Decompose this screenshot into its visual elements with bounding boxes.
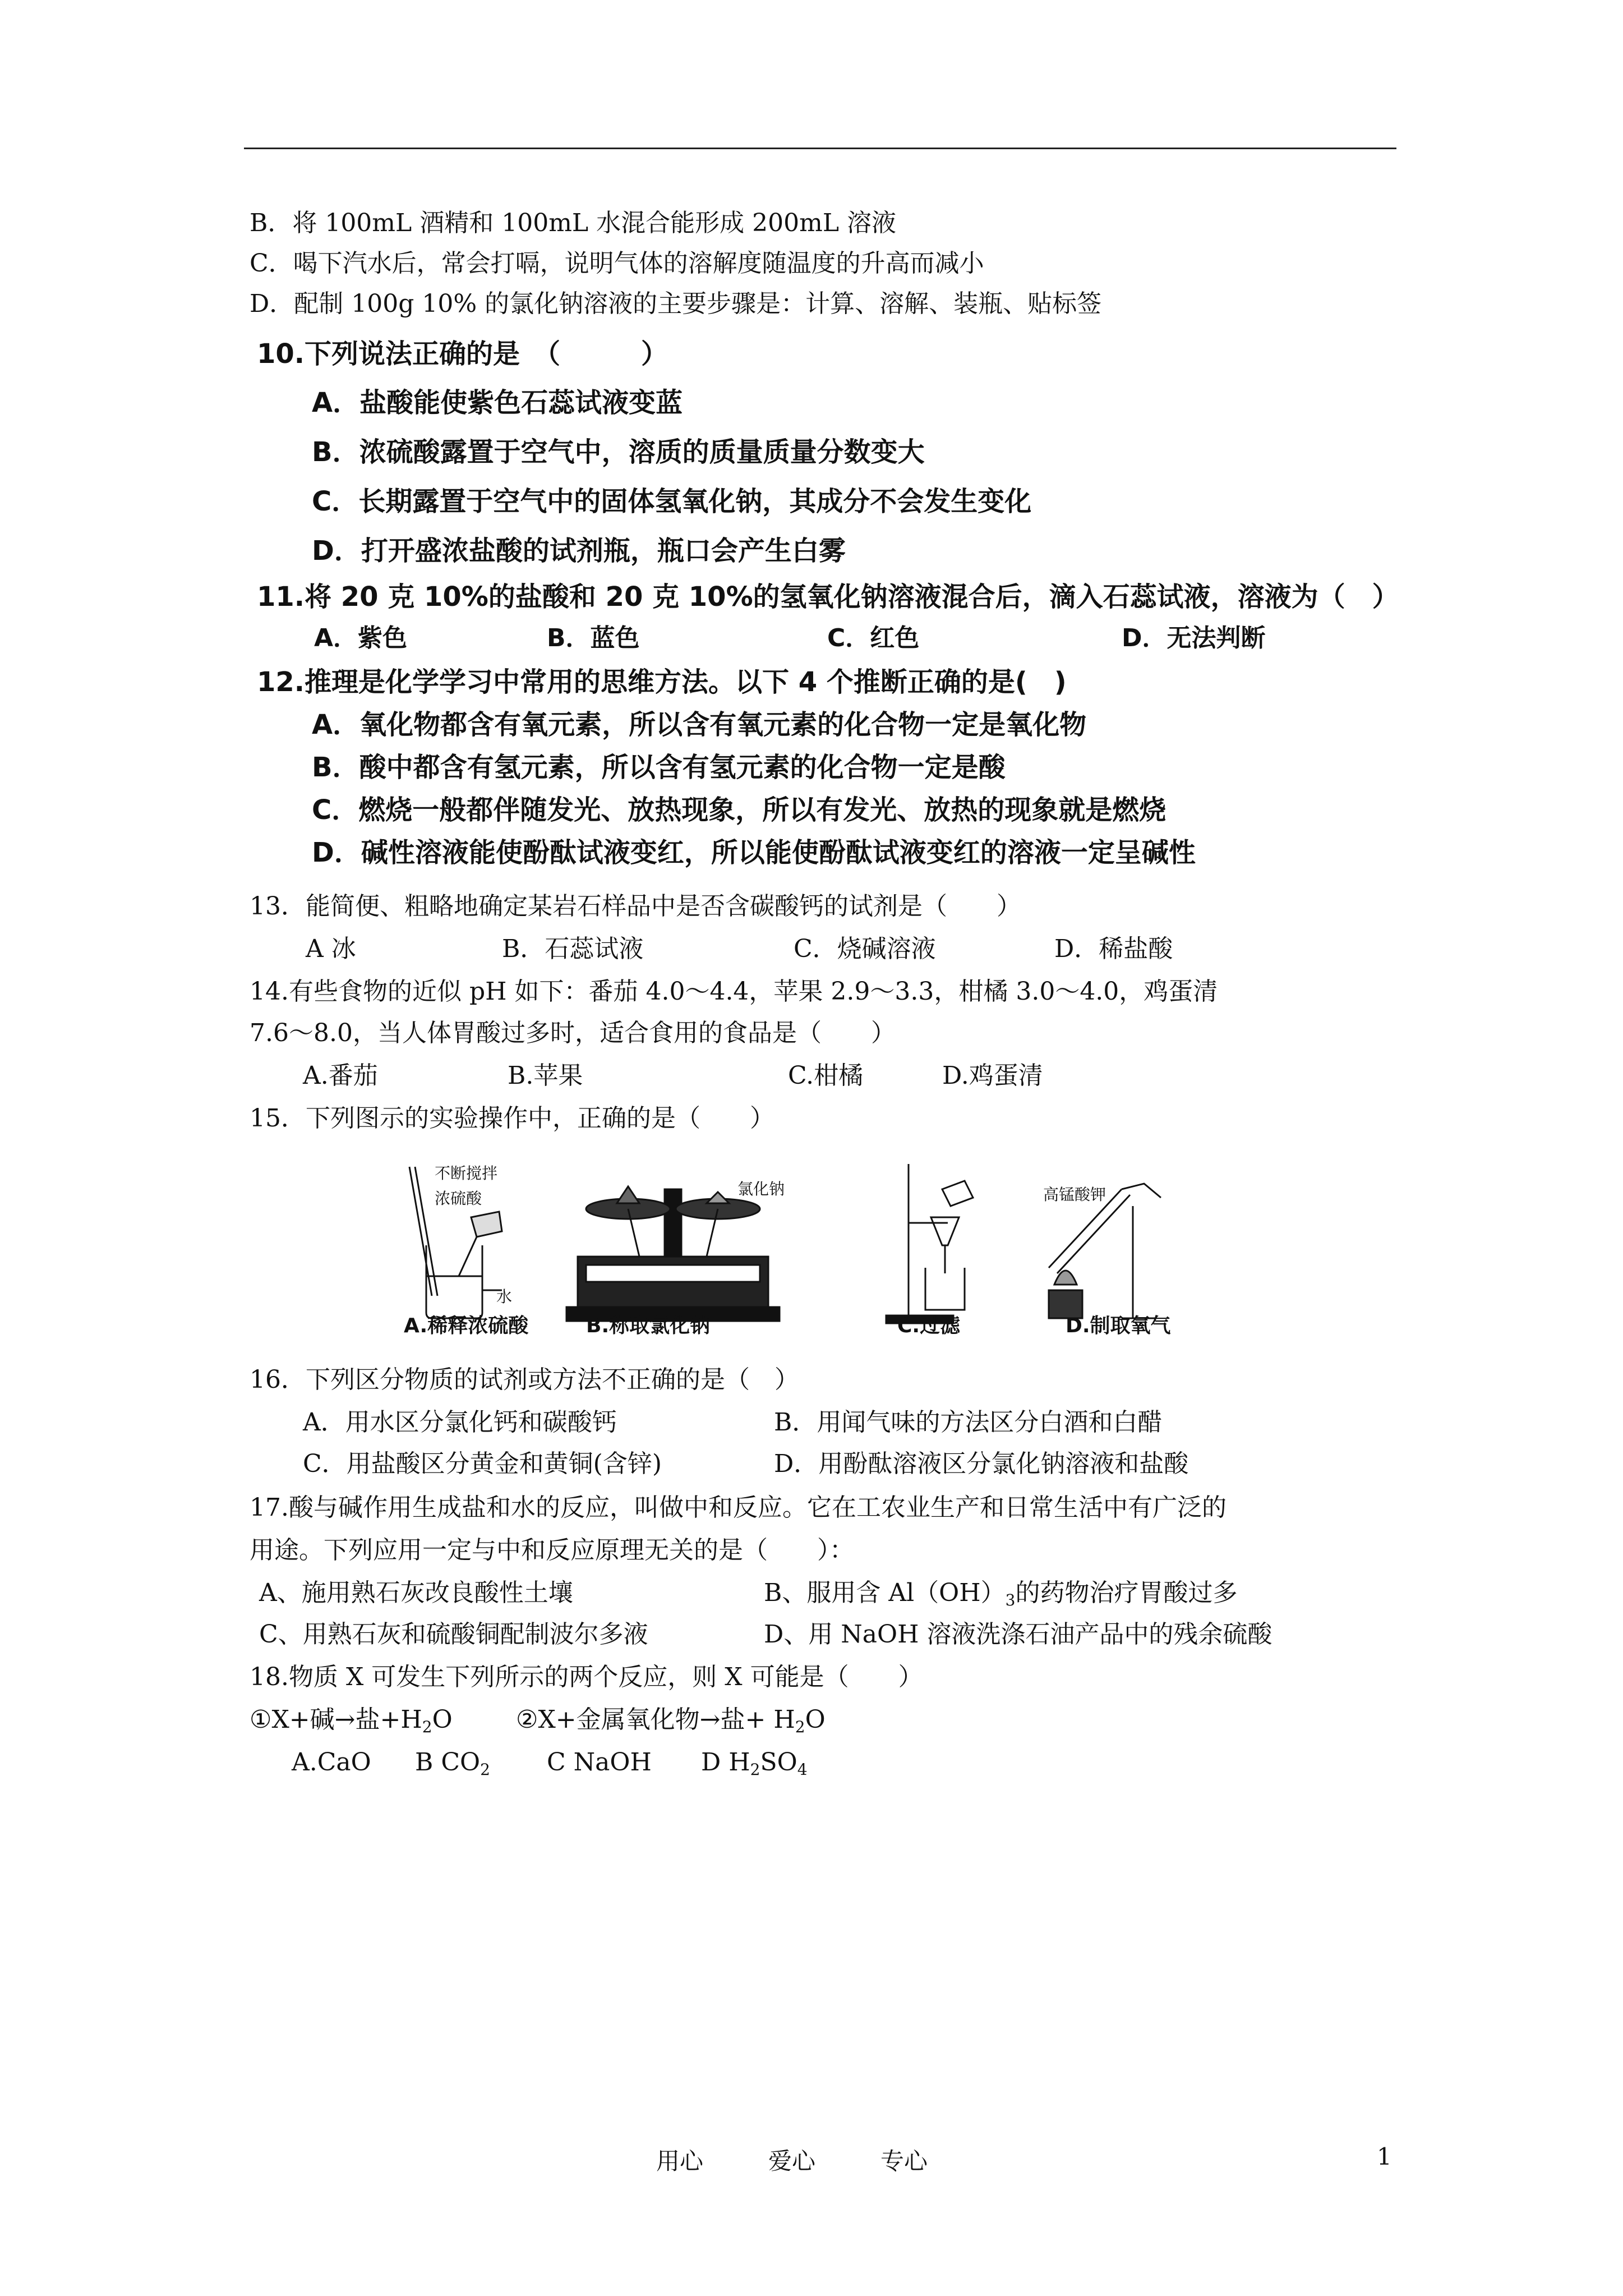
caption-b: B.称取氯化钠 (586, 1314, 711, 1337)
q18-option-a: A.CaO (292, 1748, 371, 1777)
q13-option-a: A 冰 (306, 935, 356, 963)
q9-option-c: C．喝下汽水后，常会打嗝，说明气体的溶解度随温度的升高而减小 (250, 249, 984, 278)
q10-stem: 10.下列说法正确的是 （ ） (257, 338, 668, 370)
q10-option-a: A．盐酸能使紫色石蕊试液变蓝 (312, 387, 683, 418)
q18-reaction-1: ①X+碱→盐$+H_2O$ (250, 1705, 453, 1736)
page-number: 1 (1377, 2143, 1392, 2170)
label-stir: 不断搅拌 (435, 1164, 498, 1182)
q14-option-c: C.柑橘 (788, 1061, 864, 1090)
q17-options-row2 (259, 1619, 1272, 1650)
label-water: 水 (496, 1287, 513, 1306)
q11-option-b: B．蓝色 (547, 624, 640, 652)
q17-option-b: B、服用含 $Al(OH)_3$的药物治疗胃酸过多 (764, 1579, 1238, 1609)
q12-stem: 12.推理是化学学习中常用的思维方法。以下 4 个推断正确的是( ) (257, 666, 1067, 698)
q10-option-d: D．打开盛浓盐酸的试剂瓶，瓶口会产生白雾 (312, 535, 846, 567)
q14-stem-line2: 7.6～8.0，当人体胃酸过多时，适合食用的食品是（ ） (250, 1019, 896, 1047)
q13-option-c: C．烧碱溶液 (794, 935, 936, 963)
q18-options (292, 1747, 808, 1778)
q18-reaction-2: ②X+金属氧化物→盐+ $H_2O$ (516, 1705, 826, 1736)
q17-option-c: C、用熟石灰和硫酸铜配制波尔多液 (259, 1620, 648, 1649)
caption-a: A.稀释浓硫酸 (404, 1314, 529, 1337)
q17-stem-line2: 用途。下列应用一定与中和反应原理无关的是（ ）： (250, 1536, 854, 1565)
q14-stem-line1: 14.有些食物的近似 pH 如下：番茄 4.0～4.4，苹果 2.9～3.3，柑橘 3.0～4.0，鸡蛋清 (250, 977, 1218, 1006)
label-conc-acid: 浓硫酸 (435, 1189, 482, 1208)
q13-options (306, 933, 1173, 965)
q11-option-a: A．紫色 (314, 624, 408, 652)
q10-option-b: B．浓硫酸露置于空气中，溶质的质量质量分数变大 (312, 436, 925, 468)
q9-option-b: B．将 100mL 酒精和 100mL 水混合能形成 200mL 溶液 (250, 209, 897, 237)
q11-options (314, 623, 1266, 654)
q15-stem: 15．下列图示的实验操作中，正确的是（ ） (250, 1104, 774, 1133)
q12-option-d: D．碱性溶液能使酚酞试液变红，所以能使酚酞试液变红的溶液一定呈碱性 (312, 837, 1196, 868)
q14-options (303, 1060, 1043, 1092)
q16-option-a: A．用水区分氯化钙和碳酸钙 (303, 1408, 617, 1437)
q17-option-a: A、施用熟石灰改良酸性土壤 (259, 1579, 573, 1607)
q18-option-c: C NaOH (547, 1748, 652, 1777)
balance-illustration (566, 1186, 780, 1321)
q16-option-b: B．用闻气味的方法区分白酒和白醋 (774, 1408, 1163, 1437)
q12-option-c: C．燃烧一般都伴随发光、放热现象，所以有发光、放热的现象就是燃烧 (312, 794, 1166, 826)
q17-option-d: D、用 NaOH 溶液洗涤石油产品中的残余硫酸 (764, 1620, 1272, 1649)
caption-d: D.制取氧气 (1066, 1314, 1171, 1337)
q16-option-c: C．用盐酸区分黄金和黄铜(含锌) (303, 1450, 662, 1478)
q13-option-d: D．稀盐酸 (1054, 935, 1173, 963)
q18-stem: 18.物质 X 可发生下列所示的两个反应，则 X 可能是（ ） (250, 1663, 923, 1691)
q18-option-d: D $H_2SO_4$ (701, 1748, 808, 1779)
footer-motto-1: 用心 (656, 2147, 704, 2175)
q11-option-c: C．红色 (827, 624, 920, 652)
footer-motto-2: 爱心 (768, 2147, 816, 2175)
q13-stem: 13．能简便、粗略地确定某岩石样品中是否含碳酸钙的试剂是（ ） (250, 892, 1021, 921)
label-kmno4: 高锰酸钾 (1043, 1185, 1106, 1204)
q14-option-d: D.鸡蛋清 (942, 1061, 1043, 1090)
label-nacl: 氯化钠 (737, 1180, 785, 1198)
q18-reactions (250, 1704, 826, 1736)
q16-options-row1 (303, 1407, 1162, 1438)
q16-options-row2 (303, 1448, 1188, 1480)
filtration-illustration (886, 1164, 973, 1323)
footer-motto-3: 专心 (880, 2147, 928, 2175)
q14-option-a: A.番茄 (303, 1061, 378, 1090)
experiment-figure (393, 1156, 1223, 1341)
q17-options-row1 (259, 1577, 1237, 1609)
q13-option-b: B．石蕊试液 (502, 935, 644, 963)
q12-option-b: B．酸中都含有氢元素，所以含有氢元素的化合物一定是酸 (312, 752, 1006, 783)
q18-option-b: B $CO_2$ (415, 1748, 490, 1779)
q10-option-c: C．长期露置于空气中的固体氢氧化钠，其成分不会发生变化 (312, 486, 1032, 517)
caption-c: C.过滤 (897, 1314, 961, 1337)
q11-stem: 11.将 20 克 10%的盐酸和 20 克 10%的氢氧化钠溶液混合后，滴入石蕊试液，溶液为（ ） (257, 581, 1399, 613)
q9-option-d: D．配制 100g 10% 的氯化钠溶液的主要步骤是：计算、溶解、装瓶、贴标签 (250, 289, 1102, 318)
q16-option-d: D．用酚酞溶液区分氯化钠溶液和盐酸 (774, 1450, 1189, 1478)
q17-stem-line1: 17.酸与碱作用生成盐和水的反应，叫做中和反应。它在工农业生产和日常生活中有广泛的 (250, 1493, 1227, 1522)
q11-option-d: D．无法判断 (1122, 624, 1266, 652)
q14-option-b: B.苹果 (508, 1061, 583, 1090)
q16-stem: 16．下列区分物质的试剂或方法不正确的是（ ） (250, 1365, 799, 1394)
q12-option-a: A．氧化物都含有氧元素，所以含有氧元素的化合物一定是氧化物 (312, 709, 1087, 740)
header-rule (244, 148, 1396, 149)
